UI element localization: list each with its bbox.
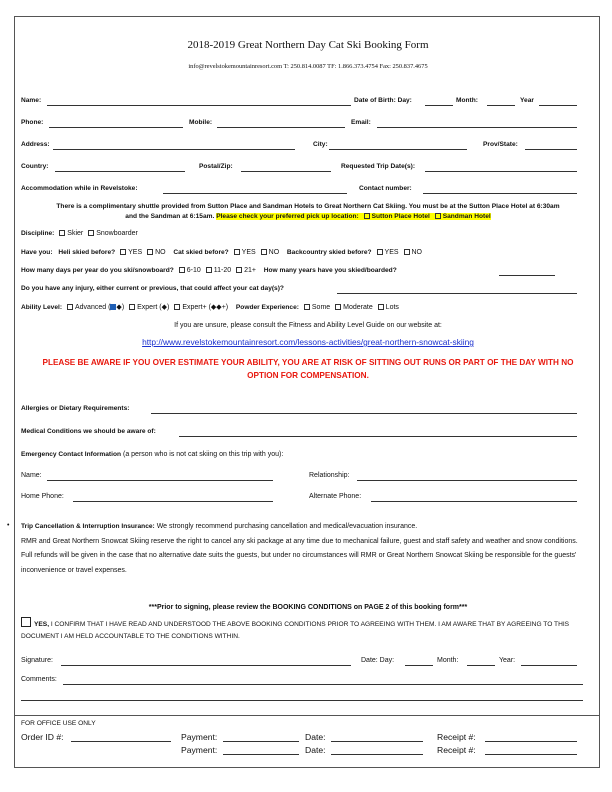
advanced-label-end: ) bbox=[121, 304, 125, 311]
advanced-label: Advanced ( bbox=[75, 304, 111, 311]
trip-dates-label: Requested Trip Date(s): bbox=[341, 163, 416, 170]
powder-lots-checkbox[interactable] bbox=[378, 304, 384, 310]
years-field[interactable] bbox=[499, 275, 555, 276]
accommodation-field[interactable] bbox=[163, 193, 347, 194]
advanced-checkbox[interactable] bbox=[67, 304, 73, 310]
emergency-note: (a person who is not cat skiing on this trip with you): bbox=[122, 451, 284, 458]
office-heading: FOR OFFICE USE ONLY bbox=[21, 720, 96, 727]
office-divider bbox=[15, 715, 599, 716]
payment-2-label: Payment: bbox=[181, 745, 218, 755]
emergency-heading-row bbox=[21, 451, 283, 458]
form-title: 2018-2019 Great Northern Day Cat Ski Booking Form bbox=[187, 39, 429, 51]
confirm-block bbox=[21, 617, 585, 643]
ability-warning-text: PLEASE BE AWARE IF YOU OVER ESTIMATE YOUR ABILITY, YOU ARE AT RISK OF SITTING OUT RUNS OR PART OF THE DAY WITH NO OPTION FOR COMPENSATION. bbox=[42, 358, 574, 380]
days-6-10-checkbox[interactable] bbox=[179, 267, 185, 273]
home-phone-field[interactable] bbox=[73, 501, 273, 502]
postal-label: Postal/Zip: bbox=[199, 163, 233, 170]
days-21-label: 21+ bbox=[244, 267, 256, 274]
expert-checkbox[interactable] bbox=[129, 304, 135, 310]
medical-field[interactable] bbox=[179, 436, 577, 437]
ability-guide-link[interactable]: http://www.revelstokemountainresort.com/lessons-activities/great-northern-snowcat-skiing bbox=[142, 337, 474, 347]
backcountry-no-label: NO bbox=[411, 249, 422, 256]
double-black-diamond-icon: ◆◆ bbox=[210, 304, 222, 311]
days-11-20-label: 11-20 bbox=[213, 267, 232, 274]
booking-form-page bbox=[7, 16, 600, 768]
shuttle-text: There is a complimentary shuttle provided from Sutton Place and Sandman Hotels to Great Northern Cat Skiing. You must be at the Sutton Place Hotel at 6:30am and the Sandman at 6:15am. bbox=[56, 203, 560, 220]
cat-yes-checkbox[interactable] bbox=[234, 249, 240, 255]
comments-field-line-2[interactable] bbox=[21, 700, 583, 701]
expert-plus-checkbox[interactable] bbox=[174, 304, 180, 310]
alternate-phone-label: Alternate Phone: bbox=[309, 493, 362, 500]
relationship-field[interactable] bbox=[357, 480, 577, 481]
ability-warning bbox=[15, 356, 601, 382]
city-label: City: bbox=[313, 141, 328, 148]
powder-moderate-label: Moderate bbox=[343, 304, 373, 311]
pickup-prompt: Please check your preferred pick up location: bbox=[216, 212, 359, 220]
phone-label: Phone: bbox=[21, 119, 44, 126]
receipt-2-label: Receipt #: bbox=[437, 745, 476, 755]
comments-field[interactable] bbox=[63, 684, 583, 685]
discipline-row bbox=[21, 230, 138, 237]
emergency-name-field[interactable] bbox=[47, 480, 273, 481]
postal-field[interactable] bbox=[241, 171, 331, 172]
dob-month-label: Month: bbox=[456, 97, 478, 104]
powder-lots-label: Lots bbox=[385, 304, 399, 311]
date-2-label: Date: bbox=[305, 745, 326, 755]
dob-day-field[interactable] bbox=[425, 105, 453, 106]
receipt-2-field[interactable] bbox=[485, 754, 577, 755]
sign-date-year-label: Year: bbox=[499, 657, 516, 664]
days-6-10-label: 6-10 bbox=[186, 267, 201, 274]
confirm-checkbox[interactable] bbox=[21, 617, 31, 627]
days-label: How many days per year do you ski/snowboard? bbox=[21, 267, 174, 274]
name-field[interactable] bbox=[47, 105, 351, 106]
mobile-field[interactable] bbox=[217, 127, 345, 128]
date-1-field[interactable] bbox=[331, 741, 423, 742]
sign-date-year-field[interactable] bbox=[521, 665, 577, 666]
email-field[interactable] bbox=[377, 127, 577, 128]
address-field[interactable] bbox=[53, 149, 295, 150]
unsure-note: If you are unsure, please consult the Fitness and Ability Level Guide on our website at: bbox=[174, 322, 442, 329]
contact-line: info@revelstokemountainresort.com T: 250.814.0087 TF: 1.866.373.4754 Fax: 250.837.4675 bbox=[188, 63, 428, 70]
date-2-field[interactable] bbox=[331, 754, 423, 755]
expert-label-end: ) bbox=[167, 304, 170, 311]
sandman-label: Sandman Hotel bbox=[442, 212, 491, 220]
heli-no-checkbox[interactable] bbox=[147, 249, 153, 255]
payment-1-field[interactable] bbox=[223, 741, 299, 742]
heli-question: Heli skied before? bbox=[58, 249, 116, 256]
backcountry-yes-label: YES bbox=[384, 249, 399, 256]
days-11-20-checkbox[interactable] bbox=[206, 267, 212, 273]
comments-label: Comments: bbox=[21, 676, 57, 683]
confirm-text: I CONFIRM THAT I HAVE READ AND UNDERSTOOD THE ABOVE BOOKING CONDITIONS PRIOR TO AGREEING WITH THEM. I AM AWARE THAT BY AGREEING TO THIS DOCUMENT I AM HELD ACCOUNTABLE TO THE CONDITIONS WITHIN. bbox=[21, 621, 570, 640]
ability-row bbox=[21, 303, 399, 311]
powder-label: Powder Experience: bbox=[235, 304, 299, 311]
prov-label: Prov/State: bbox=[483, 141, 518, 148]
prior-signing-note: ***Prior to signing, please review the BOOKING CONDITIONS on PAGE 2 of this booking form*** bbox=[148, 604, 468, 611]
relationship-label: Relationship: bbox=[309, 472, 350, 479]
sutton-place-checkbox[interactable] bbox=[364, 213, 370, 219]
mobile-label: Mobile: bbox=[189, 119, 213, 126]
email-label: Email: bbox=[351, 119, 371, 126]
cancellation-text-1: We strongly recommend purchasing cancellation and medical/evacuation insurance. bbox=[156, 523, 418, 530]
cancellation-block bbox=[21, 520, 581, 578]
trip-dates-field[interactable] bbox=[425, 171, 577, 172]
shuttle-info bbox=[15, 202, 601, 221]
receipt-1-field[interactable] bbox=[485, 741, 577, 742]
sign-date-day-field[interactable] bbox=[405, 665, 433, 666]
expert-label: Expert ( bbox=[137, 304, 162, 311]
phone-field[interactable] bbox=[49, 127, 183, 128]
emergency-heading: Emergency Contact Information bbox=[21, 451, 122, 458]
address-label: Address: bbox=[21, 141, 50, 148]
prov-field[interactable] bbox=[525, 149, 577, 150]
snowboarder-checkbox[interactable] bbox=[88, 230, 94, 236]
bullet-icon: • bbox=[7, 522, 10, 529]
powder-some-label: Some bbox=[311, 304, 331, 311]
powder-some-checkbox[interactable] bbox=[304, 304, 310, 310]
signature-field[interactable] bbox=[61, 665, 351, 666]
sutton-place-label: Sutton Place Hotel bbox=[371, 212, 430, 220]
date-1-label: Date: bbox=[305, 732, 326, 742]
heli-no-label: NO bbox=[155, 249, 166, 256]
city-field[interactable] bbox=[329, 149, 467, 150]
cancellation-text-2: RMR and Great Northern Snowcat Skiing reserve the right to cancel any ski package at any time due to mechanical failure, guest and staff safety and weather and snow conditions. Full refunds will be given in the case that no alternative date suits the guests, but under no circumstances will RMR or Great Northern Snowcat Skiing be responsible for the guests' inconvenience or travel expenses. bbox=[21, 537, 578, 574]
allergies-label: Allergies or Dietary Requirements: bbox=[21, 405, 130, 412]
accommodation-label: Accommodation while in Revelstoke: bbox=[21, 185, 138, 192]
country-label: Country: bbox=[21, 163, 49, 170]
contact-number-field[interactable] bbox=[423, 193, 577, 194]
dob-month-field[interactable] bbox=[487, 105, 515, 106]
dob-day-label: Date of Birth: Day: bbox=[354, 97, 412, 104]
order-id-label: Order ID #: bbox=[21, 732, 64, 742]
pickup-highlight bbox=[216, 213, 491, 220]
signature-label: Signature: bbox=[21, 657, 53, 664]
discipline-label: Discipline: bbox=[21, 230, 55, 237]
have-you-label: Have you: bbox=[21, 249, 53, 256]
skier-label: Skier bbox=[67, 230, 84, 237]
days-21-checkbox[interactable] bbox=[236, 267, 242, 273]
country-field[interactable] bbox=[55, 171, 185, 172]
backcountry-question: Backcountry skied before? bbox=[286, 249, 372, 256]
cancellation-heading: Trip Cancellation & Interruption Insurance: bbox=[21, 523, 155, 530]
order-id-field[interactable] bbox=[71, 741, 171, 742]
emergency-name-label: Name: bbox=[21, 472, 42, 479]
contact-number-label: Contact number: bbox=[359, 185, 412, 192]
cat-no-checkbox[interactable] bbox=[261, 249, 267, 255]
allergies-field[interactable] bbox=[151, 413, 577, 414]
medical-label: Medical Conditions we should be aware of: bbox=[21, 428, 156, 435]
home-phone-label: Home Phone: bbox=[21, 493, 64, 500]
injury-label: Do you have any injury, either current or previous, that could affect your cat day(s)? bbox=[21, 285, 284, 292]
cat-question: Cat skied before? bbox=[173, 249, 229, 256]
powder-moderate-checkbox[interactable] bbox=[335, 304, 341, 310]
heli-yes-checkbox[interactable] bbox=[120, 249, 126, 255]
snowboarder-label: Snowboarder bbox=[96, 230, 138, 237]
years-label: How many years have you skied/boarded? bbox=[263, 267, 397, 274]
experience-row bbox=[21, 249, 422, 256]
cat-yes-label: YES bbox=[241, 249, 256, 256]
sign-date-month-field[interactable] bbox=[467, 665, 495, 666]
injury-field[interactable] bbox=[337, 293, 577, 294]
cat-no-label: NO bbox=[268, 249, 280, 256]
sandman-checkbox[interactable] bbox=[435, 213, 441, 219]
days-row bbox=[21, 267, 397, 274]
backcountry-yes-checkbox[interactable] bbox=[377, 249, 383, 255]
backcountry-no-checkbox[interactable] bbox=[404, 249, 410, 255]
confirm-yes: YES, bbox=[34, 621, 50, 628]
receipt-1-label: Receipt #: bbox=[437, 732, 476, 742]
payment-2-field[interactable] bbox=[223, 754, 299, 755]
name-label: Name: bbox=[21, 97, 42, 104]
expert-plus-label: Expert+ ( bbox=[182, 304, 211, 311]
black-diamond-icon: ◆ bbox=[161, 304, 168, 311]
expert-plus-label-end: +) bbox=[221, 304, 229, 311]
sign-date-day-label: Date: Day: bbox=[361, 657, 395, 664]
dob-year-label: Year bbox=[520, 97, 534, 104]
black-diamond-icon: ◆ bbox=[116, 304, 122, 311]
skier-checkbox[interactable] bbox=[59, 230, 65, 236]
heli-yes-label: YES bbox=[128, 249, 143, 256]
payment-1-label: Payment: bbox=[181, 732, 218, 742]
ability-label: Ability Level: bbox=[21, 304, 63, 311]
dob-year-field[interactable] bbox=[539, 105, 577, 106]
sign-date-month-label: Month: bbox=[437, 657, 459, 664]
alternate-phone-field[interactable] bbox=[371, 501, 577, 502]
